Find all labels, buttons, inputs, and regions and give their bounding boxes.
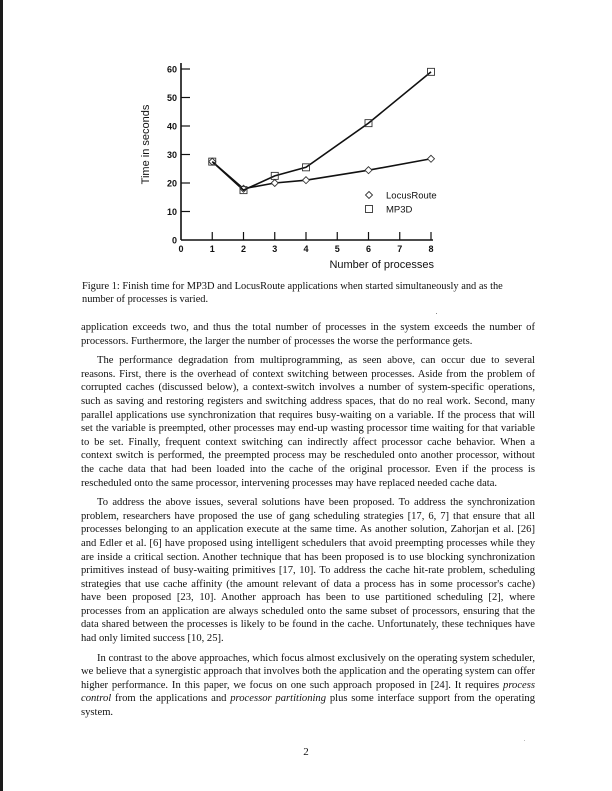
- series-line-mp3d: [212, 72, 431, 190]
- legend-label: LocusRoute: [386, 190, 437, 202]
- y-tick-label: 30: [166, 150, 177, 160]
- y-tick-label: 40: [166, 121, 177, 132]
- y-tick-label: 20: [166, 178, 177, 189]
- x-tick-label: 8: [428, 244, 434, 254]
- x-tick-label: 1: [209, 244, 215, 254]
- x-tick-label: 5: [334, 244, 340, 254]
- line-chart: [130, 50, 460, 275]
- paragraph-4-text-a: In contrast to the above approaches, which focus almost exclusively on the operating system scheduler, we believe that a synergistic approach that involves both the application and the operating system can offer higher performance. In this paper, we focus on one such approach proposed in [24]. It requires: [81, 652, 535, 691]
- x-tick-label: 4: [303, 244, 309, 254]
- paragraph-4-text-b: from the applications and: [111, 693, 231, 705]
- paragraph-4-text-c: plus some interface support from the operating system.: [81, 693, 535, 719]
- diamond-marker: [303, 177, 310, 184]
- y-tick-label: 60: [166, 64, 177, 75]
- y-tick-label: 10: [166, 207, 177, 217]
- scan-speck: [524, 740, 525, 741]
- legend-label: MP3D: [386, 204, 413, 216]
- diamond-marker: [365, 167, 372, 174]
- series-line-locusroute: [212, 159, 431, 189]
- y-axis-label: Time in seconds: [140, 104, 152, 185]
- paragraph-2: The performance degradation from multiprogramming, as seen above, can occur due to several reasons. First, there is the overhead of context switching between processes. Aside from the problem of corrupted caches (discussed below), a context-switch involves a number of system-specific operations, such as saving and restoring registers and switching address spaces, that do no real work. Second, many parallel applications use synchronization that requires busy-waiting on a variable. If the process that will set the variable is preempted, other processes may end-up wasting processor time waiting for that variable to be set. Finally, frequent context switching can indirectly affect processor cache behavior. When a context switch is performed, the preempted process may be rescheduled onto another processor, without the cache data that had been loaded into the cache of the original processor. Even if the process is rescheduled onto the same processor, intervening processes may have replaced needed cache data.: [81, 355, 535, 489]
- x-tick-label: 0: [178, 244, 184, 254]
- x-tick-label: 3: [272, 244, 278, 254]
- scan-speck: [436, 313, 437, 314]
- y-tick-label: 0: [171, 235, 177, 246]
- body-text: [81, 321, 535, 726]
- x-tick-label: 6: [365, 244, 372, 254]
- paragraph-4: [81, 652, 535, 720]
- figure-caption: Figure 1: Finish time for MP3D and LocusRoute applications when started simultaneously and as the number of processes is varied.: [82, 281, 503, 305]
- emphasis-process-control: process control: [81, 679, 535, 705]
- legend-diamond-icon: [366, 192, 373, 199]
- page-number: 2: [303, 746, 309, 758]
- x-tick-label: 2: [240, 244, 247, 254]
- y-tick-label: 50: [166, 93, 177, 103]
- scan-edge: [0, 0, 3, 791]
- legend-square-icon: [366, 206, 373, 213]
- paragraph-1: application exceeds two, and thus the total number of processes in the system exceeds the number of processors. Furthermore, the larger the number of processes the worse the performance gets.: [81, 322, 535, 347]
- figure-chart: [130, 50, 460, 275]
- emphasis-processor-partitioning: processor partitioning: [230, 693, 327, 705]
- x-axis-label: Number of processes: [329, 259, 434, 271]
- diamond-marker: [428, 155, 435, 162]
- paragraph-3: To address the above issues, several solutions have been proposed. To address the synchronization problem, researchers have proposed the use of gang scheduling strategies [17, 6, 7] that ensure that all processes belonging to an application execute at the same time. As another solution, Zahorjan et al. [26] and Edler et al. [6] have proposed using intelligent schedulers that avoid preempting processes while they are inside a critical section. Another technique that has been proposed is to use blocking synchronization primitives instead of busy-waiting primitives [17, 10]. To address the cache hit-rate problem, scheduling strategies that use cache affinity (the amount relevant of data a process has in some processor's cache) have been proposed [23, 10]. Another approach has been to use partitioned scheduling [2], where processes from an application are always scheduled onto the same subset of processors, ensuring that the data shared between the processes is likely to be found in the cache. Unfortunately, these techniques have had only limited success [10, 25].: [81, 497, 535, 645]
- x-tick-label: 7: [397, 244, 403, 254]
- diamond-marker: [271, 180, 278, 187]
